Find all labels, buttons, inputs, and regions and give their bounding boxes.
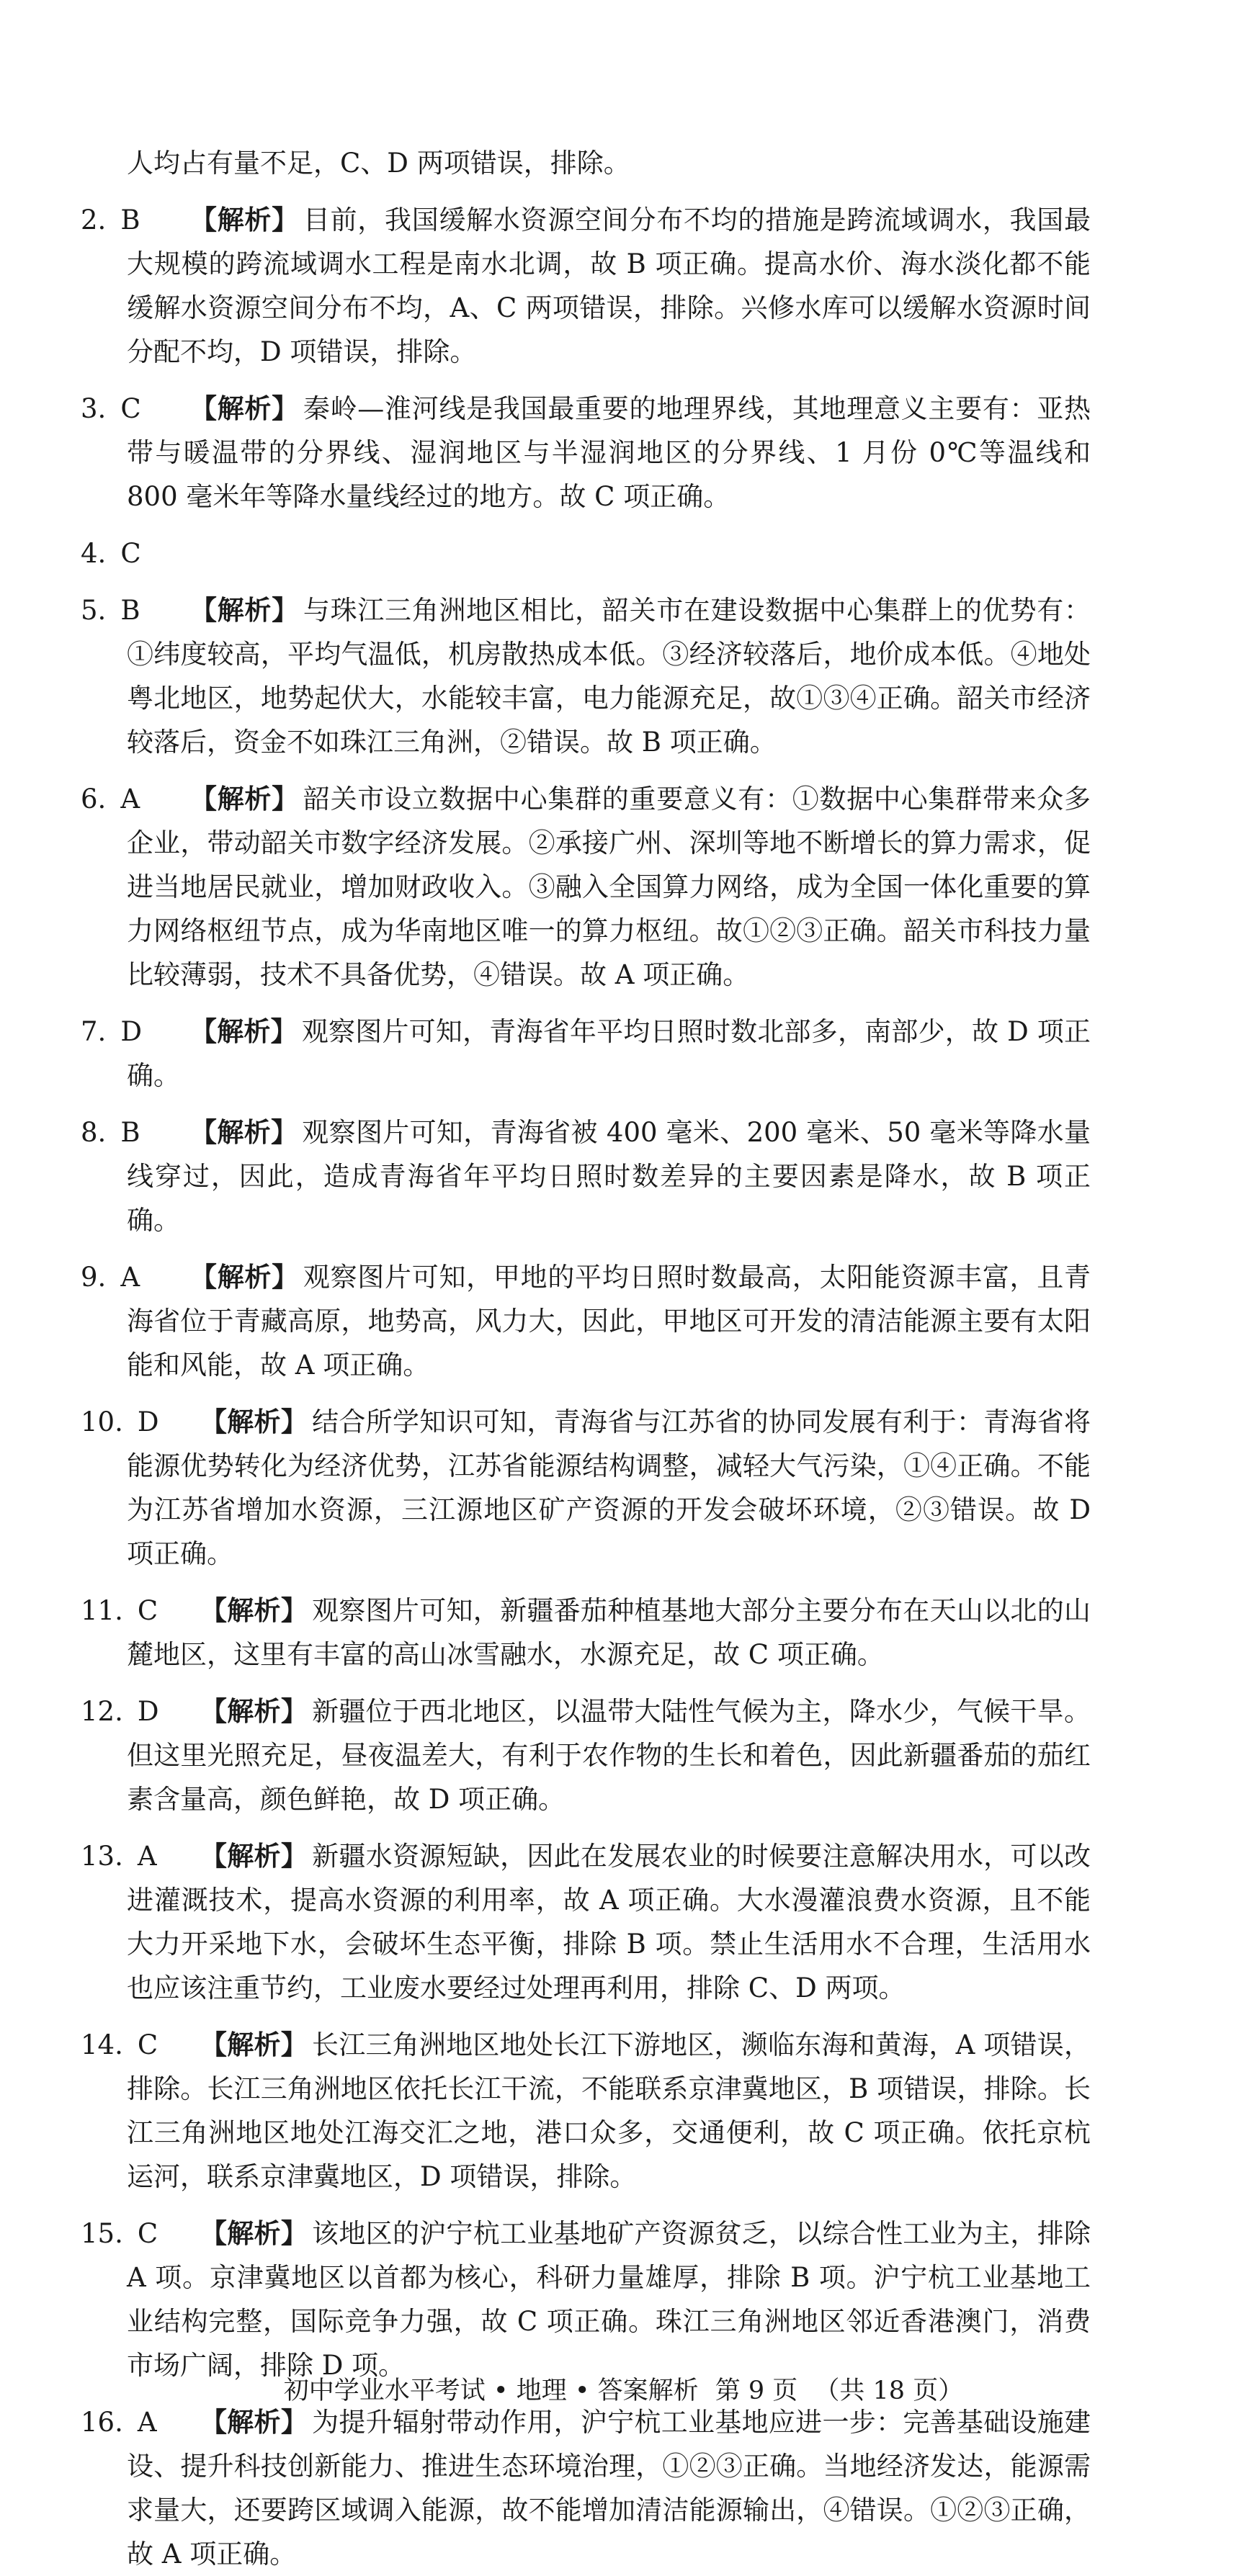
explanation-text: 结合所学知识可知，青海省与江苏省的协同发展有利于：青海省将能源优势转化为经济优势，江苏省能源结构调整，减轻大气污染，①④正确。不能为江苏省增加水资源，三江源地区矿产资源的开发会破坏环境，②③错误。故 D 项正确。 (127, 1406, 1091, 1569)
explanation-tag: 【解析】 (190, 1117, 298, 1148)
question-number: 13. (81, 1841, 123, 1872)
answer-letter: C (137, 2218, 158, 2249)
question-number-group (81, 387, 141, 431)
question-number: 14. (81, 2029, 123, 2060)
answer-item (81, 2400, 1091, 2576)
answer-letter: B (120, 1117, 140, 1148)
question-number-group (81, 588, 140, 632)
answer-item (81, 2212, 1091, 2387)
explanation-tag: 【解析】 (190, 784, 299, 814)
answer-item (81, 1110, 1091, 1242)
question-number-group (81, 777, 140, 821)
answer-letter: D (137, 1696, 159, 1727)
explanation-text: 观察图片可知，青海省被 400 毫米、200 毫米、50 毫米等降水量线穿过，因此，造成青海省年平均日照时数差异的主要因素是降水，故 B 项正确。 (127, 1117, 1091, 1236)
explanation-body (127, 1589, 1091, 1677)
answer-letter: C (120, 393, 141, 424)
explanation-tag: 【解析】 (200, 2029, 308, 2060)
explanation-text: 观察图片可知，甲地的平均日照时数最高，太阳能资源丰富，且青海省位于青藏高原，地势高，风力大，因此，甲地区可开发的清洁能源主要有太阳能和风能，故 A 项正确。 (127, 1262, 1091, 1381)
explanation-tag: 【解析】 (190, 205, 299, 235)
question-number-group (81, 2212, 158, 2256)
explanation-body (127, 387, 1091, 519)
question-number: 16. (81, 2407, 123, 2438)
answer-list (81, 141, 1091, 2576)
explanation-body (127, 1255, 1091, 1387)
explanation-body (127, 777, 1091, 997)
answer-item (81, 2023, 1091, 2199)
explanation-body (127, 2212, 1091, 2387)
answer-letter: B (120, 595, 140, 626)
answer-item (81, 1400, 1091, 1576)
answer-item (81, 588, 1091, 764)
answer-item (81, 777, 1091, 997)
question-number-group (81, 198, 140, 242)
question-number: 5. (81, 595, 107, 626)
explanation-body (127, 1400, 1091, 1576)
answer-item (81, 1689, 1091, 1821)
question-number: 7. (81, 1016, 107, 1047)
explanation-body (127, 2400, 1091, 2576)
explanation-text: 观察图片可知，青海省年平均日照时数北部多，南部少，故 D 项正确。 (127, 1016, 1091, 1091)
question-number-group (81, 1589, 158, 1633)
explanation-tag: 【解析】 (200, 2218, 308, 2249)
question-number: 9. (81, 1262, 107, 1293)
question-number: 12. (81, 1696, 123, 1727)
explanation-text: 新疆水资源短缺，因此在发展农业的时候要注意解决用水，可以改进灌溉技术，提高水资源的利用率，故 A 项正确。大水漫灌浪费水资源，且不能大力开采地下水，会破坏生态平衡，排除 B 项。禁止生活用水不合理，生活用水也应该注重节约，工业废水要经过处理再利用，排除 C、D 两项。 (127, 1841, 1091, 2003)
question-number: 3. (81, 393, 107, 424)
answer-letter: C (137, 2029, 158, 2060)
question-number-group (81, 1255, 140, 1299)
explanation-text: 目前，我国缓解水资源空间分布不均的措施是跨流域调水，我国最大规模的跨流域调水工程是南水北调，故 B 项正确。提高水价、海水淡化都不能缓解水资源空间分布不均，A、C 两项错误，排除。兴修水库可以缓解水资源时间分配不均，D 项错误，排除。 (127, 205, 1091, 367)
answer-item (81, 531, 1091, 575)
answer-item (81, 1834, 1091, 2010)
explanation-body (127, 2023, 1091, 2199)
explanation-text: 新疆位于西北地区，以温带大陆性气候为主，降水少，气候干旱。但这里光照充足，昼夜温差大，有利于农作物的生长和着色，因此新疆番茄的茄红素含量高，颜色鲜艳，故 D 项正确。 (127, 1696, 1091, 1815)
explanation-tag: 【解析】 (200, 1406, 308, 1437)
question-number-group (81, 1010, 142, 1054)
explanation-text: 韶关市设立数据中心集群的重要意义有：①数据中心集群带来众多企业，带动韶关市数字经济发展。②承接广州、深圳等地不断增长的算力需求，促进当地居民就业，增加财政收入。③融入全国算力网络，成为全国一体化重要的算力网络枢纽节点，成为华南地区唯一的算力枢纽。故①②③正确。韶关市科技力量比较薄弱，技术不具备优势，④错误。故 A 项正确。 (127, 784, 1091, 990)
answer-letter: C (137, 1595, 158, 1626)
question-number-group (81, 1689, 159, 1733)
answer-letter: C (120, 538, 141, 569)
question-number: 8. (81, 1117, 107, 1148)
explanation-text: 为提升辐射带动作用，沪宁杭工业基地应进一步：完善基础设施建设、提升科技创新能力、推进生态环境治理，①②③正确。当地经济发达，能源需求量大，还要跨区域调入能源，故不能增加清洁能源输出，④错误。①②③正确，故 A 项正确。 (127, 2407, 1091, 2570)
question-number-group (81, 531, 141, 575)
explanation-body (127, 198, 1091, 374)
answer-letter: A (137, 2407, 157, 2438)
question-number: 6. (81, 784, 107, 814)
explanation-tag: 【解析】 (190, 1016, 298, 1047)
explanation-body (127, 588, 1091, 764)
explanation-tag: 【解析】 (190, 1262, 299, 1293)
page-footer (0, 2374, 1247, 2408)
answer-item (81, 387, 1091, 519)
explanation-body (127, 1689, 1091, 1821)
question-number: 11. (81, 1595, 123, 1626)
explanation-body (127, 1010, 1091, 1098)
explanation-tag: 【解析】 (200, 1696, 308, 1727)
footer-page-number: 第 9 页 (715, 2377, 798, 2405)
answer-item (81, 1010, 1091, 1098)
answer-item (81, 1255, 1091, 1387)
answer-letter: A (120, 1262, 140, 1293)
footer-title: 初中学业水平考试 • 地理 • 答案解析 (283, 2377, 699, 2405)
question-number-group (81, 1400, 159, 1444)
explanation-body (127, 1110, 1091, 1242)
question-number-group (81, 1110, 140, 1154)
explanation-tag: 【解析】 (200, 2407, 308, 2438)
question-number-group (81, 1834, 157, 1878)
explanation-tag: 【解析】 (190, 595, 299, 626)
question-number-group (81, 2023, 158, 2067)
explanation-tag: 【解析】 (190, 393, 299, 424)
explanation-text: 长江三角洲地区地处长江下游地区，濒临东海和黄海，A 项错误，排除。长江三角洲地区依托长江干流，不能联系京津冀地区，B 项错误，排除。长江三角洲地区地处江海交汇之地，港口众多，交通便利，故 C 项正确。依托京杭运河，联系京津冀地区，D 项错误，排除。 (127, 2029, 1091, 2192)
answer-letter: A (137, 1841, 157, 1872)
question-number: 2. (81, 205, 107, 235)
explanation-text: 秦岭—淮河线是我国最重要的地理界线，其地理意义主要有：亚热带与暖温带的分界线、湿润地区与半湿润地区的分界线、1 月份 0℃等温线和 800 毫米年等降水量线经过的地方。故 C 项正确。 (127, 393, 1091, 512)
explanation-text: 该地区的沪宁杭工业基地矿产资源贫乏，以综合性工业为主，排除 A 项。京津冀地区以首都为核心，科研力量雄厚，排除 B 项。沪宁杭工业基地工业结构完整，国际竞争力强，故 C 项正确。珠江三角洲地区邻近香港澳门，消费市场广阔，排除 D 项。 (127, 2218, 1091, 2381)
continued-text: 人均占有量不足，C、D 两项错误，排除。 (127, 148, 630, 179)
explanation-text: 观察图片可知，新疆番茄种植基地大部分主要分布在天山以北的山麓地区，这里有丰富的高山冰雪融水，水源充足，故 C 项正确。 (127, 1595, 1091, 1670)
answer-item (81, 198, 1091, 374)
answer-item (81, 1589, 1091, 1677)
answer-letter: D (137, 1406, 159, 1437)
explanation-text: 与珠江三角洲地区相比，韶关市在建设数据中心集群上的优势有：①纬度较高，平均气温低，机房散热成本低。③经济较落后，地价成本低。④地处粤北地区，地势起伏大，水能较丰富，电力能源充足，故①③④正确。韶关市经济较落后，资金不如珠江三角洲，②错误。故 B 项正确。 (127, 595, 1091, 758)
explanation-tag: 【解析】 (200, 1841, 308, 1872)
question-number: 15. (81, 2218, 123, 2249)
explanation-tag: 【解析】 (200, 1595, 308, 1626)
question-number: 10. (81, 1406, 123, 1437)
explanation-body (127, 531, 1091, 575)
answer-letter: A (120, 784, 140, 814)
question-number: 4. (81, 538, 107, 569)
answer-letter: D (120, 1016, 142, 1047)
explanation-body (127, 1834, 1091, 2010)
footer-total-pages: （共 18 页） (814, 2377, 964, 2405)
answer-letter: B (120, 205, 140, 235)
